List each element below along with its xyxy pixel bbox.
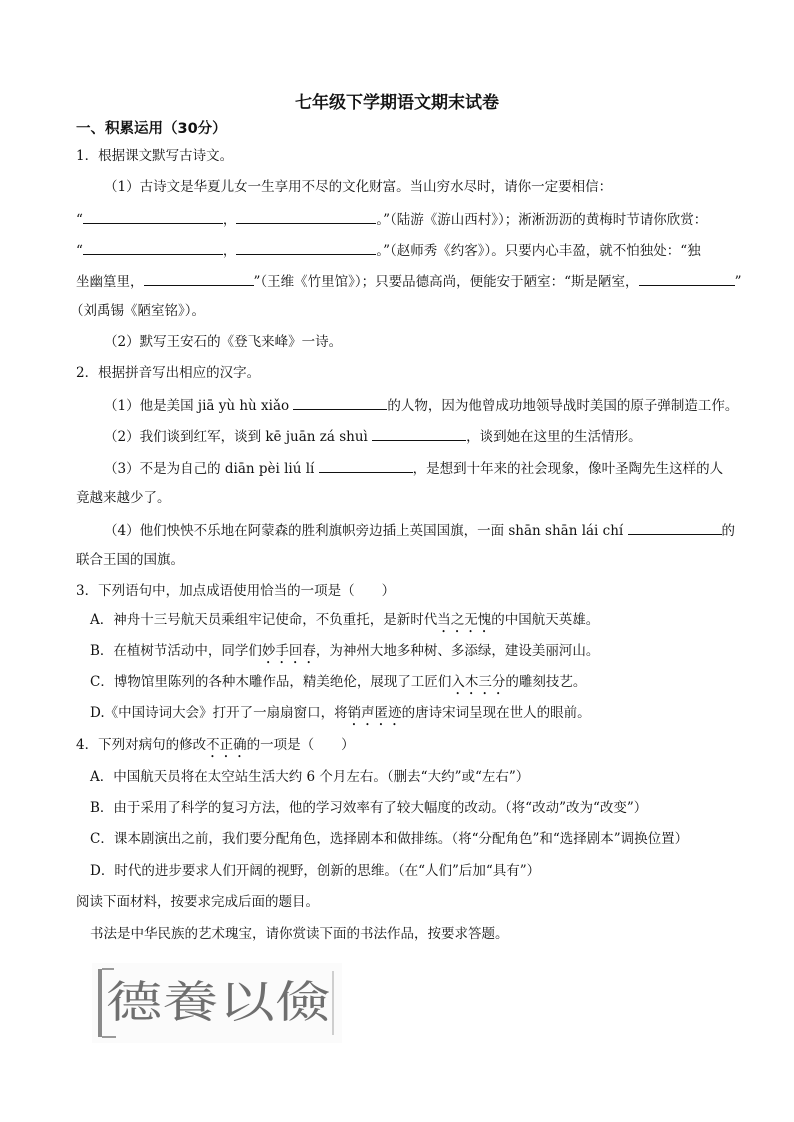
q2-item-3-post: ，是想到十年来的社会现象，像叶圣陶先生这样的人 (412, 461, 724, 477)
dotted-idiom: 当之无愧 (437, 612, 492, 628)
answer-blank[interactable] (236, 240, 376, 255)
option-text: B．在植树节活动中，同学们 (90, 643, 262, 659)
q4-option-d[interactable]: D．时代的进步要求人们开阔的视野，创新的思维。（在“人们”后加“具有”） (90, 863, 541, 879)
q2-item-1-pre: （1）他是美国 jiā yù hù xiǎo (104, 398, 294, 414)
q2-item-1 (104, 395, 738, 415)
answer-blank[interactable] (628, 520, 722, 535)
answer-blank[interactable] (83, 209, 223, 224)
q1-line-c-start: 坐幽篁里， (76, 274, 144, 290)
answer-blank[interactable] (144, 271, 254, 286)
q1-line-a-text: 。”（陆游《游山西村》）；淅淅沥沥的黄梅时节请你欣赏： (376, 212, 708, 228)
q1-line-a (76, 209, 707, 229)
calligraphy-image (92, 963, 342, 1043)
q4-stem-text: 的一项是（ ） (246, 737, 355, 753)
q1-line-d: （刘禹锡《陋室铭》）。 (70, 303, 205, 319)
option-text: D.《中国诗词大会》打开了一扇扇窗口，将 (90, 705, 348, 721)
q2-item-4-pre: （4）他们怏怏不乐地在阿蒙森的胜利旗帜旁边插上英国国旗，一面 shān shān lái chí (104, 523, 628, 539)
option-text: 的中国航天英雄。 (491, 612, 600, 628)
q1-line-c (76, 271, 741, 291)
q1-stem: 1．根据课文默写古诗文。 (76, 148, 234, 164)
comma: ， (222, 243, 237, 259)
section-heading: 一、积累运用（30分） (76, 121, 227, 137)
q2-item-3-pre: （3）不是为自己的 diān pèi liú lí (104, 461, 319, 477)
comma: ， (222, 212, 237, 228)
option-text: C．博物馆里陈列的各种木雕作品，精美绝伦，展现了工匠们 (90, 674, 452, 690)
q3-option-c[interactable] (90, 673, 586, 698)
calligraphy-artwork (92, 963, 342, 1043)
answer-blank[interactable] (319, 458, 413, 473)
dotted-idiom: 妙手回春 (261, 643, 316, 659)
q2-stem: 2．根据拼音写出相应的汉字。 (76, 365, 261, 381)
quote-mark: “ (76, 243, 83, 259)
q2-item-4-cont: 联合王国的国旗。 (76, 552, 184, 568)
q3-option-a[interactable] (90, 611, 599, 636)
q2-item-4 (104, 520, 735, 540)
calligraphy-text: 德養以儉 (106, 977, 331, 1028)
quote-mark: ” (734, 274, 742, 290)
q2-item-1-post: 的人物，因为他曾成功地领导战时美国的原子弹制造工作。 (387, 398, 739, 414)
answer-blank[interactable] (83, 240, 223, 255)
q3-stem: 3．下列语句中，加点成语使用恰当的一项是（ ） (76, 583, 396, 599)
q1-part2: （2）默写王安石的《登飞来峰》一诗。 (104, 334, 343, 350)
q1-line-c-mid: ”（王维《竹里馆》）；只要品德高尚，便能安于陋室：“斯是陋室， (253, 274, 639, 290)
q1-part1-intro: （1）古诗文是华夏儿女一生享用不尽的文化财富。当山穷水尽时，请你一定要相信： (104, 179, 613, 195)
q4-option-b[interactable]: B．由于采用了科学的复习方法，他的学习效率有了较大幅度的改动。（将“改动”改为“改变”） (90, 800, 648, 816)
q2-item-4-post: 的 (721, 523, 736, 539)
q2-item-2-pre: （2）我们谈到红军，谈到 kē juān zá shuì (104, 429, 373, 445)
q4-option-a[interactable]: A．中国航天员将在太空站生活大约 6 个月左右。（删去“大约”或“左右”） (90, 769, 530, 785)
option-text: A．神舟十三号航天员乘组牢记使命，不负重托，是新时代 (90, 612, 438, 628)
answer-blank[interactable] (236, 209, 376, 224)
answer-blank[interactable] (372, 426, 466, 441)
q4-stem-text: 4．下列对病句的修改 (76, 737, 207, 753)
dotted-idiom: 销声匿迹 (347, 705, 402, 721)
q2-item-3-cont: 竟越来越少了。 (76, 490, 171, 506)
q2-item-2-post: ，谈到她在这里的生活情形。 (466, 429, 642, 445)
dotted-word: 不正确 (206, 737, 247, 753)
option-text: ，为神州大地多种树、多添绿，建设美丽河山。 (315, 643, 600, 659)
q1-line-b-text: 。”（赵师秀《约客》）。只要内心丰盈，就不怕独处：“独 (376, 243, 701, 259)
reading-intro: 阅读下面材料，按要求完成后面的题目。 (76, 894, 319, 910)
q3-option-d[interactable] (90, 704, 591, 729)
answer-blank[interactable] (639, 271, 735, 286)
calligraphy-intro: 书法是中华民族的艺术瑰宝，请你赏读下面的书法作品，按要求答题。 (90, 926, 509, 942)
dotted-idiom: 入木三分 (451, 674, 506, 690)
option-text: 的唐诗宋词呈现在世人的眼前。 (401, 705, 591, 721)
q1-line-b (76, 240, 701, 260)
q4-stem (76, 736, 355, 761)
option-text: 的雕刻技艺。 (505, 674, 587, 690)
q2-item-3 (104, 458, 723, 478)
q2-item-2 (104, 426, 642, 446)
q3-option-b[interactable] (90, 642, 599, 667)
answer-blank[interactable] (293, 395, 387, 410)
quote-mark: “ (76, 212, 83, 228)
q4-option-c[interactable]: C．课本剧演出之前，我们要分配角色，选择剧本和做排练。（将“分配角色”和“选择剧本”调换位置） (90, 831, 689, 847)
page-title: 七年级下学期语文期末试卷 (295, 93, 499, 113)
